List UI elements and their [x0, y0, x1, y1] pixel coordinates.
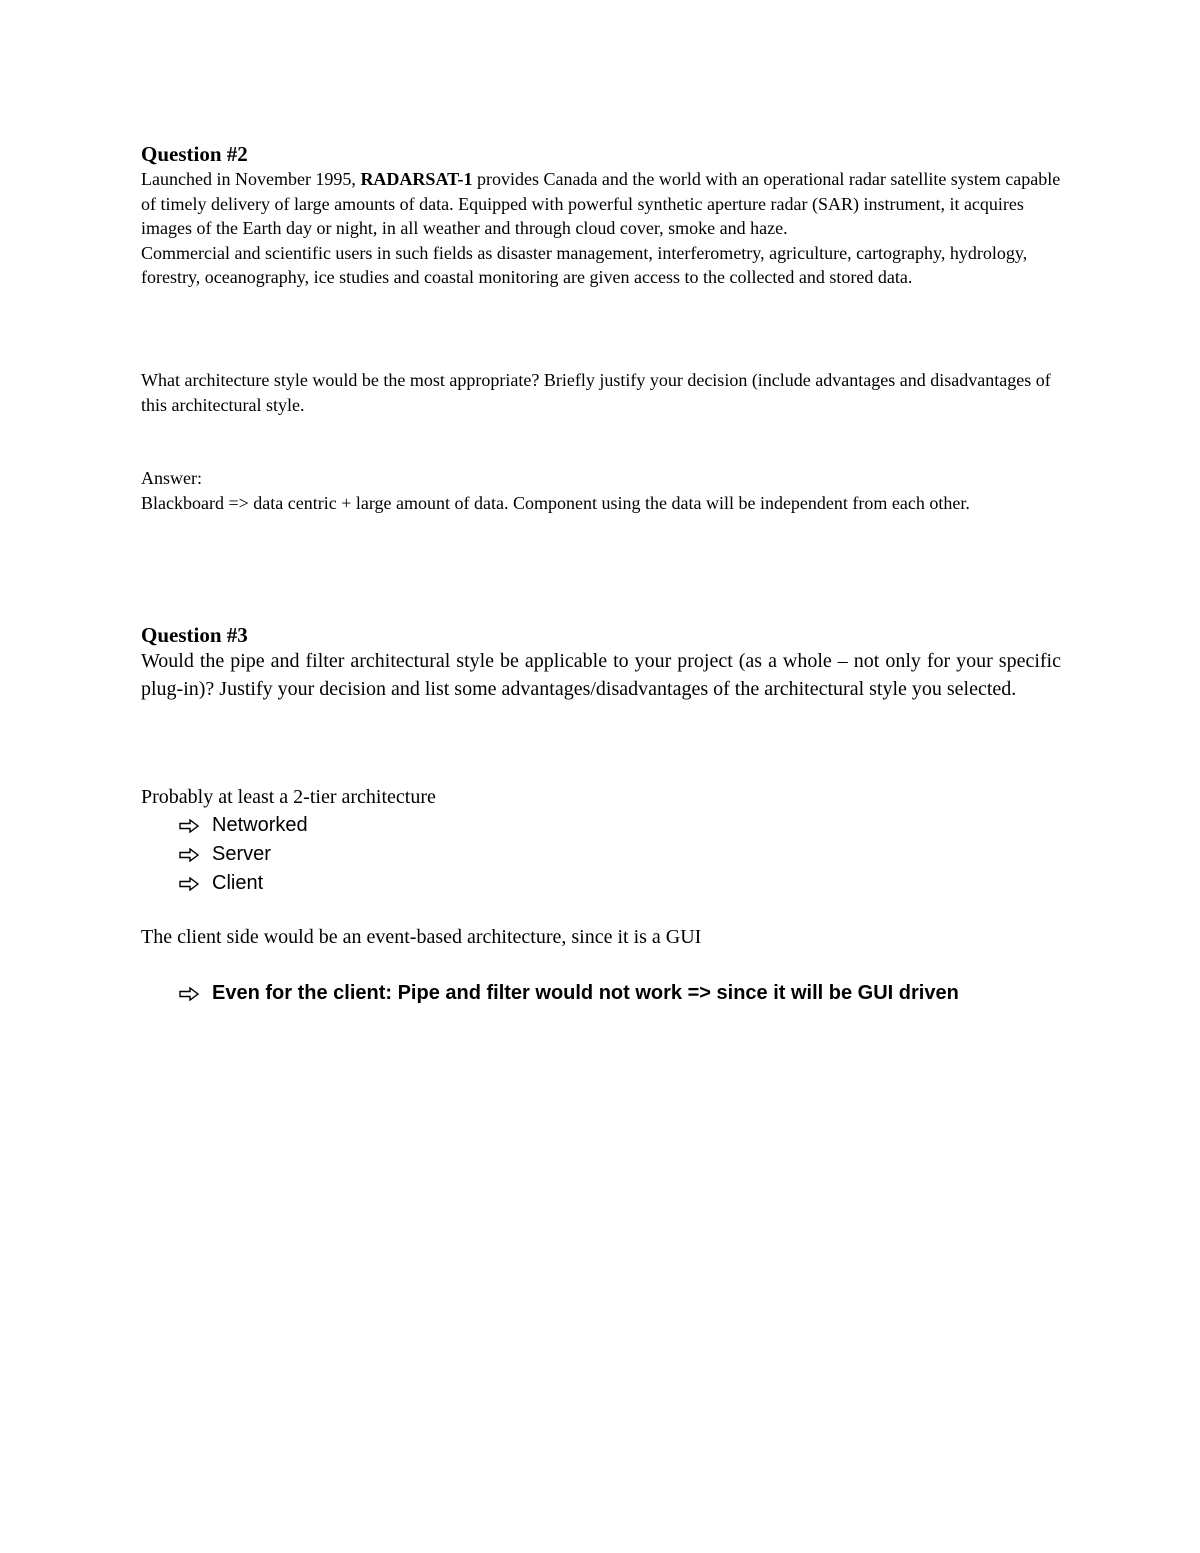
question-3-section — [141, 622, 1061, 703]
tier-label-server: Server — [212, 843, 271, 865]
question-2-users-paragraph: Commercial and scientific users in such fields as disaster management, interferometry, agriculture, cartography, hydrology, forestry, oceanography, ice studies and coastal monitoring are given access to the collected and stored data. — [141, 242, 1028, 288]
right-arrow-outline-icon — [179, 877, 199, 891]
right-arrow-outline-icon — [179, 848, 199, 862]
answer-label: Answer: — [141, 468, 202, 488]
conclusion-text: Even for the client: Pipe and filter would not work => since it will be GUI driven — [212, 982, 959, 1004]
list-item — [179, 869, 308, 898]
list-item — [179, 811, 308, 840]
tier-label-networked: Networked — [212, 814, 308, 836]
right-arrow-outline-icon — [179, 819, 199, 833]
question-2-section — [141, 141, 1061, 290]
tier-label-client: Client — [212, 872, 264, 894]
conclusion-item — [179, 979, 959, 1008]
tier-list — [179, 811, 308, 898]
client-side-text: The client side would be an event-based architecture, since it is a GUI — [141, 926, 702, 948]
question-3-answer-intro — [141, 784, 1061, 812]
radarsat-term: RADARSAT-1 — [360, 169, 473, 189]
question-2-intro — [141, 167, 1061, 241]
list-item — [179, 840, 308, 869]
client-side-paragraph — [141, 924, 1061, 952]
question-2-prompt — [141, 368, 1061, 417]
question-3-question-text: Would the pipe and filter architectural style be applicable to your project (as a whole – not only for your specific plug-in)? Justify your decision and list some advantages/disadvantages of the architectural style you selected. — [141, 650, 1061, 700]
answer-text: Blackboard => data centric + large amount of data. Component using the data will be independent from each other. — [141, 492, 970, 513]
question-2-heading: Question #2 — [141, 142, 248, 166]
right-arrow-outline-icon — [179, 987, 199, 1001]
intro-text-end: provides Canada and the world with an operational radar satellite system capable of timely delivery of large amounts of data. Equipped with powerful synthetic aperture radar (SAR) instrument, it acquires images of the Earth day or night, in all weather and through cloud cover, smoke and haze. — [141, 169, 1061, 239]
question-2-answer — [141, 466, 1061, 515]
question-2-question-text: What architecture style would be the most appropriate? Briefly justify your decision (include advantages and disadvantages of this architectural style. — [141, 370, 1051, 415]
intro-text-start: Launched in November 1995, — [141, 169, 361, 189]
tier-architecture-text: Probably at least a 2-tier architecture — [141, 786, 436, 808]
question-3-heading: Question #3 — [141, 623, 248, 647]
